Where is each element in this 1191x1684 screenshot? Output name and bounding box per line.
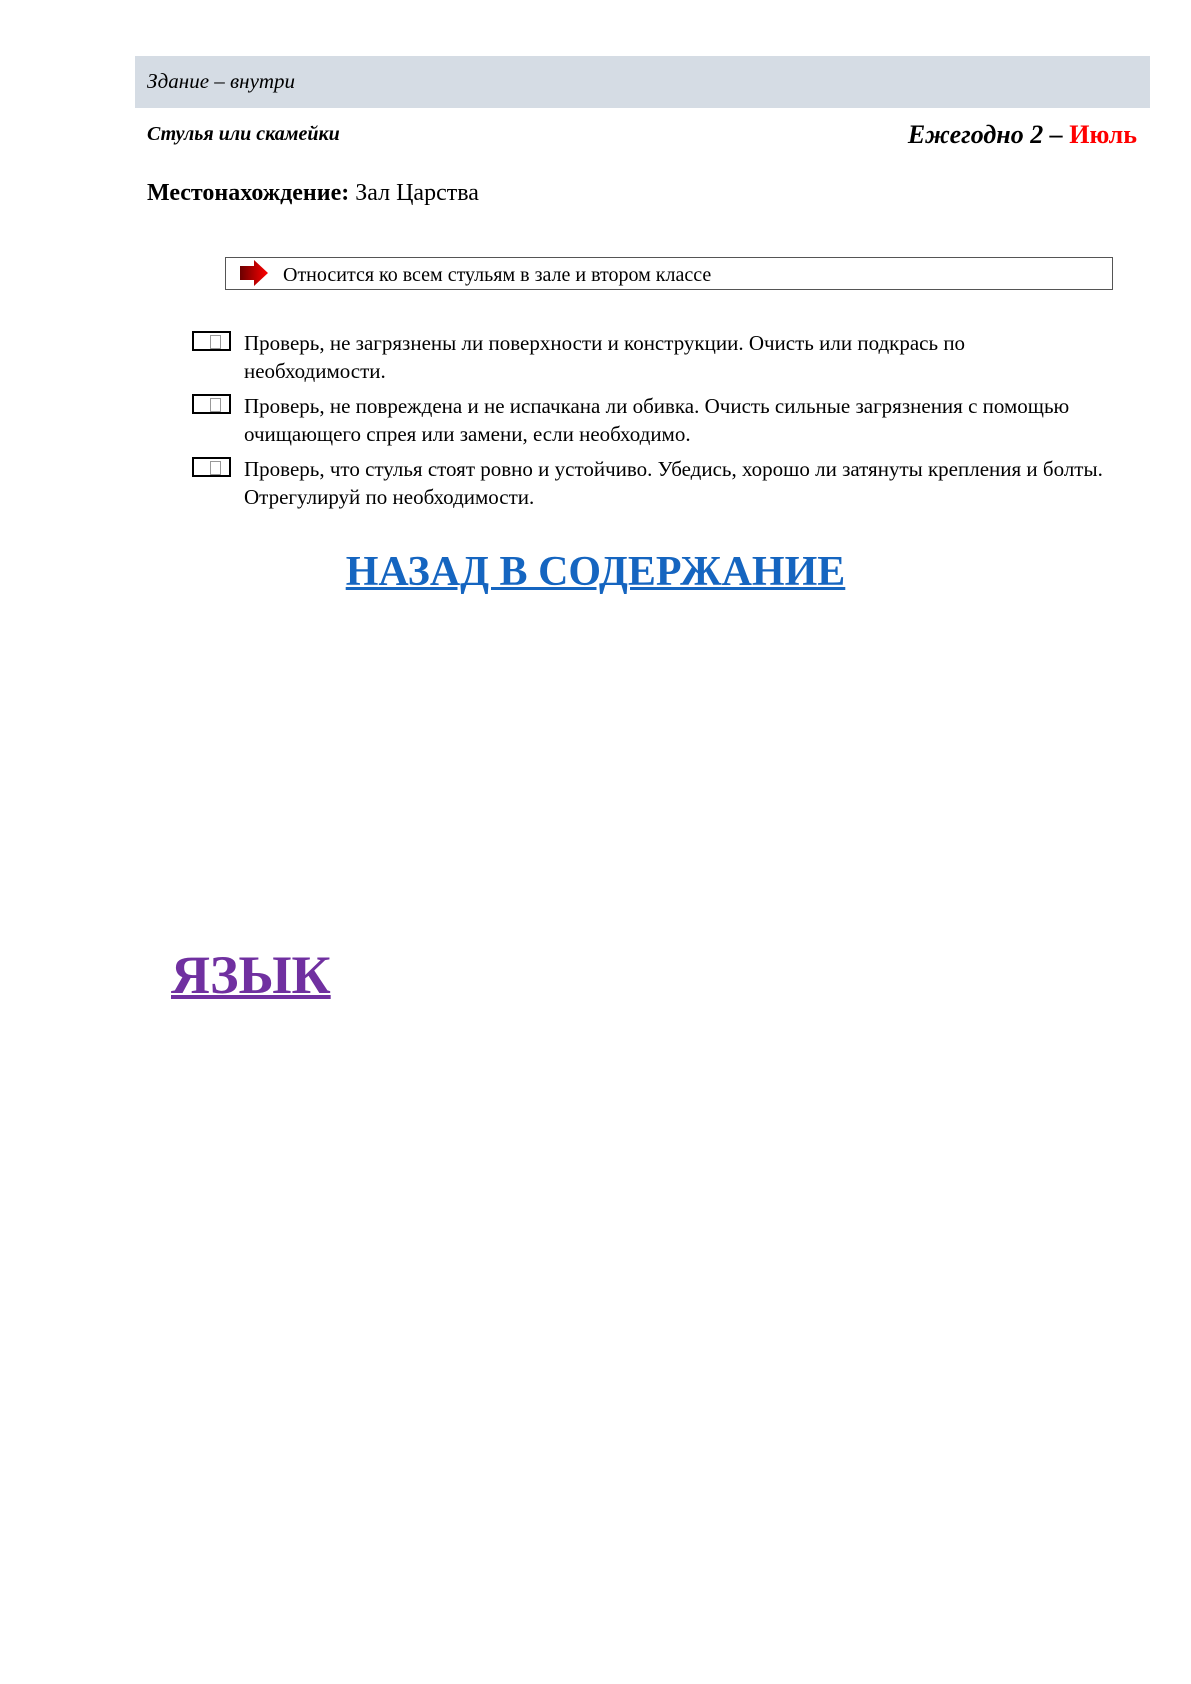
frequency-month: Июль bbox=[1069, 120, 1137, 149]
location bbox=[147, 180, 479, 207]
checklist-text: Проверь, не загрязнены ли поверхности и конструкции. Очисть или подкрась по необходимости. bbox=[244, 331, 966, 383]
frequency-label: Ежегодно 2 – bbox=[907, 120, 1070, 149]
note-box bbox=[225, 257, 1113, 290]
location-label: Местонахождение: bbox=[147, 180, 350, 206]
checkbox[interactable] bbox=[192, 394, 231, 414]
checkbox[interactable] bbox=[192, 331, 231, 351]
location-value: Зал Царства bbox=[349, 180, 479, 206]
checkbox[interactable] bbox=[192, 457, 231, 477]
back-link-wrap bbox=[0, 548, 1191, 596]
section-title: Здание – внутри bbox=[147, 69, 296, 93]
task-title: Стулья или скамейки bbox=[147, 123, 340, 145]
checklist-text: Проверь, не повреждена и не испачкана ли обивка. Очисть сильные загрязнения с помощью очищающего спрея или замени, если необходимо. bbox=[244, 394, 1070, 446]
language-link[interactable]: ЯЗЫК bbox=[171, 945, 331, 1005]
section-header-band bbox=[135, 56, 1150, 108]
frequency bbox=[908, 120, 1137, 150]
back-to-contents-link[interactable]: НАЗАД В СОДЕРЖАНИЕ bbox=[345, 549, 846, 595]
red-arrow-icon bbox=[240, 260, 268, 286]
note-text: Относится ко всем стульям в зале и втором классе bbox=[283, 264, 712, 286]
checklist-text: Проверь, что стулья стоят ровно и устойчиво. Убедись, хорошо ли затянуты крепления и болты. Отрегулируй по необходимости. bbox=[244, 457, 1103, 509]
